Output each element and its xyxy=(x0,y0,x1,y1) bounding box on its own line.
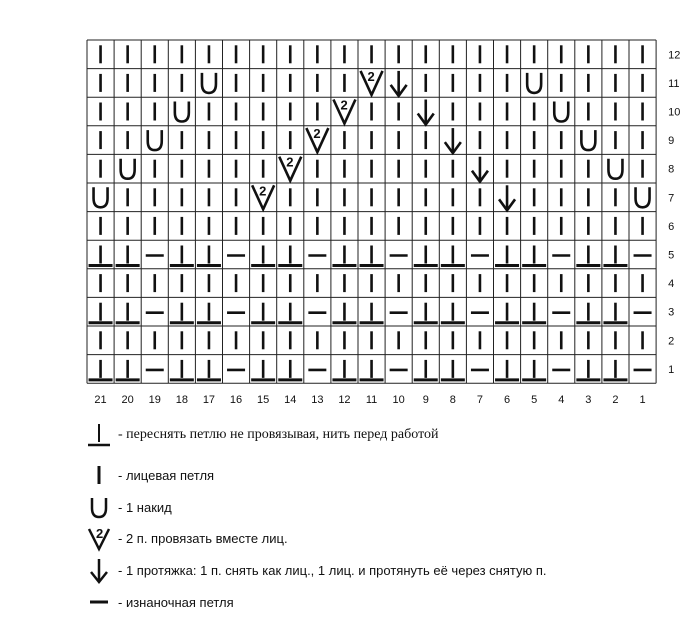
row-number: 8 xyxy=(668,163,675,176)
column-number: 9 xyxy=(422,394,429,407)
column-number: 18 xyxy=(175,394,188,407)
yarnover-cell xyxy=(121,159,135,179)
legend-text-knit: - лицевая петля xyxy=(118,467,215,483)
column-number: 6 xyxy=(503,394,511,407)
yarnover-cell xyxy=(636,187,650,207)
slip-stitch-cell xyxy=(603,303,627,323)
row-number: 1 xyxy=(668,363,675,376)
slip-stitch-cell xyxy=(278,360,302,380)
slip-stitch-cell xyxy=(414,303,438,323)
legend-row-yarnover xyxy=(84,492,172,522)
slip-stitch-cell xyxy=(522,360,546,380)
legend-row-skpo xyxy=(84,555,547,585)
slip-stitch-cell xyxy=(360,303,384,323)
knit-stitch-icon xyxy=(84,460,114,490)
yarnover-cell xyxy=(175,102,189,122)
legend-text-slip: - переснять петлю не провязывая, нить перед работой xyxy=(118,427,439,442)
slip-stitch-icon xyxy=(84,420,114,450)
slip-stitch-cell xyxy=(251,360,275,380)
column-number: 11 xyxy=(365,394,378,407)
yarnover-cell xyxy=(202,73,216,93)
yarnover-cell xyxy=(148,130,162,150)
slip-stitch-cell xyxy=(522,303,546,323)
slip-stitch-cell xyxy=(576,303,600,323)
legend-text-yarnover: - 1 накид xyxy=(118,499,172,515)
column-number: 1 xyxy=(639,394,646,407)
column-number: 16 xyxy=(229,394,243,407)
slip-stitch-cell xyxy=(495,303,519,323)
column-number: 20 xyxy=(121,394,134,407)
column-number: 4 xyxy=(558,394,565,407)
slip-stitch-cell xyxy=(89,303,113,323)
legend-row-purl xyxy=(84,587,234,617)
column-number: 21 xyxy=(94,394,107,407)
row-number: 7 xyxy=(668,192,675,205)
slip-stitch-cell xyxy=(360,360,384,380)
slip-stitch-cell xyxy=(441,303,465,323)
k2tog-number: 2 xyxy=(96,526,104,541)
row-number: 5 xyxy=(668,249,675,262)
row-number: 6 xyxy=(668,220,675,233)
column-number: 5 xyxy=(531,394,538,407)
legend-row-k2tog xyxy=(84,523,288,553)
column-number: 19 xyxy=(148,394,161,407)
slip-stitch-cell xyxy=(170,246,194,266)
yarnover-icon xyxy=(84,492,114,522)
legend-row-knit xyxy=(84,460,214,490)
slip-stitch-cell xyxy=(197,246,221,266)
yarnover-cell xyxy=(581,130,595,150)
slip-stitch-cell xyxy=(576,360,600,380)
k2tog-number: 2 xyxy=(259,183,267,199)
slip-stitch-cell xyxy=(278,246,302,266)
yarnover-cell xyxy=(527,73,541,93)
row-number: 11 xyxy=(668,77,680,90)
skpo-arrow-cell xyxy=(391,71,407,96)
legend-row-slip xyxy=(84,420,439,450)
slip-stitch-cell xyxy=(603,360,627,380)
slip-stitch-cell xyxy=(170,303,194,323)
slip-stitch-cell xyxy=(522,246,546,266)
column-number: 8 xyxy=(449,394,456,407)
k2tog-cell xyxy=(333,98,355,124)
slip-stitch-cell xyxy=(116,246,140,266)
slip-stitch-cell xyxy=(441,246,465,266)
legend-text-purl: - изнаночная петля xyxy=(118,594,234,610)
slip-stitch-cell xyxy=(332,360,356,380)
row-number: 12 xyxy=(668,49,681,62)
k2tog-number: 2 xyxy=(286,154,294,170)
slip-stitch-cell xyxy=(170,360,194,380)
skpo-arrow-cell xyxy=(472,157,488,182)
column-number: 17 xyxy=(202,394,216,407)
skpo-arrow-cell xyxy=(418,100,434,125)
k2tog-number: 2 xyxy=(367,68,375,84)
slip-stitch-cell xyxy=(332,303,356,323)
legend-text-k2tog: - 2 п. провязать вместе лиц. xyxy=(118,530,288,546)
row-number: 10 xyxy=(668,106,681,119)
legend-text-skpo: - 1 протяжка: 1 п. снять как лиц., 1 лиц. и протянуть её через снятую п. xyxy=(118,562,547,578)
k2tog-cell xyxy=(361,69,383,95)
slip-stitch-cell xyxy=(576,246,600,266)
slip-stitch-cell xyxy=(116,303,140,323)
column-number: 14 xyxy=(284,394,297,407)
k2tog-cell xyxy=(252,183,274,209)
slip-stitch-cell xyxy=(278,303,302,323)
column-number: 12 xyxy=(338,394,351,407)
skpo-arrow-icon xyxy=(84,555,114,585)
yarnover-cell xyxy=(608,159,622,179)
k2tog-icon xyxy=(84,523,114,553)
slip-stitch-cell xyxy=(360,246,384,266)
k2tog-cell xyxy=(306,126,328,152)
slip-stitch-cell xyxy=(495,246,519,266)
column-number: 7 xyxy=(476,394,484,407)
yarnover-cell xyxy=(554,102,568,122)
column-number: 15 xyxy=(257,394,270,407)
column-number: 3 xyxy=(585,394,592,407)
skpo-arrow-cell xyxy=(499,185,515,210)
k2tog-number: 2 xyxy=(340,97,348,113)
yarnover-cell xyxy=(94,187,108,207)
slip-stitch-cell xyxy=(495,360,519,380)
column-number: 2 xyxy=(612,394,619,407)
slip-stitch-cell xyxy=(197,360,221,380)
slip-stitch-cell xyxy=(414,246,438,266)
slip-stitch-cell xyxy=(116,360,140,380)
row-number: 4 xyxy=(668,278,675,291)
k2tog-number: 2 xyxy=(313,126,321,142)
slip-stitch-cell xyxy=(89,246,113,266)
column-number: 13 xyxy=(311,394,324,407)
row-number: 2 xyxy=(668,335,675,348)
slip-stitch-cell xyxy=(414,360,438,380)
purl-stitch-icon xyxy=(84,587,114,617)
slip-stitch-cell xyxy=(89,360,113,380)
row-number: 3 xyxy=(668,306,675,319)
column-number: 10 xyxy=(392,394,405,407)
slip-stitch-cell xyxy=(441,360,465,380)
slip-stitch-cell xyxy=(197,303,221,323)
k2tog-cell xyxy=(279,155,301,181)
slip-stitch-cell xyxy=(251,303,275,323)
slip-stitch-cell xyxy=(603,246,627,266)
slip-stitch-cell xyxy=(332,246,356,266)
row-number: 9 xyxy=(668,135,675,148)
skpo-arrow-cell xyxy=(445,128,461,153)
slip-stitch-cell xyxy=(251,246,275,266)
